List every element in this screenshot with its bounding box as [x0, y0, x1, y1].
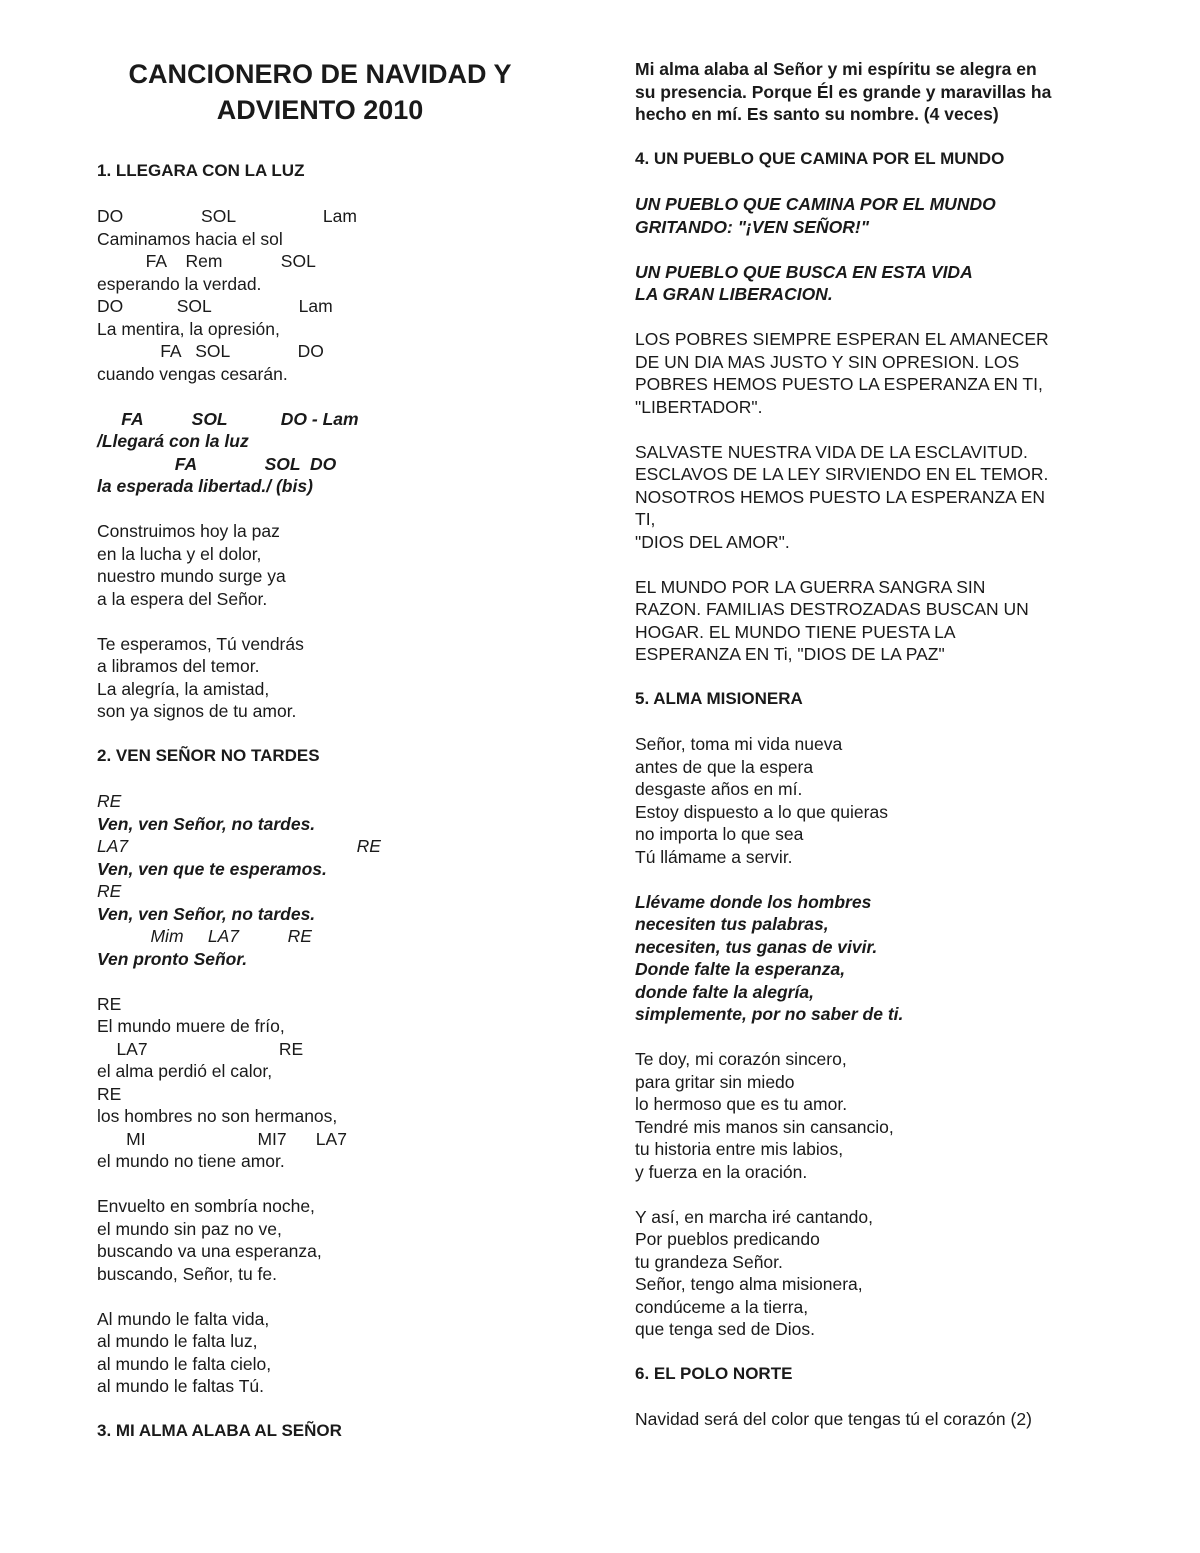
song1-verse2: [97, 520, 577, 610]
song2-verse3: [97, 1308, 577, 1398]
lyric-line: necesiten tus palabras,: [635, 914, 829, 934]
song-heading-2: 2. VEN SEÑOR NO TARDES: [97, 746, 320, 765]
document-title: [85, 56, 555, 128]
lyric-line: Llévame donde los hombres: [635, 891, 872, 912]
lyric-line: esperando la verdad.: [97, 273, 262, 294]
lyric-line: no importa lo que sea: [635, 824, 804, 844]
lyric-line: donde falte la alegría,: [635, 981, 814, 1002]
chord-line: MI MI7 LA7: [97, 1128, 347, 1149]
lyric-line: Señor, toma mi vida nueva: [635, 734, 843, 754]
song4-verse1: [635, 328, 1135, 418]
lyric-line: desgaste años en mí.: [635, 779, 803, 799]
lyric-line: Tú llámame a servir.: [635, 846, 793, 867]
song4-chorus1: [635, 193, 1135, 238]
song5-verse2: [635, 1048, 1135, 1183]
lyric-line: Al mundo le falta vida,: [97, 1308, 270, 1329]
lyric-line: Ven, ven Señor, no tardes.: [97, 813, 316, 834]
lyric-line: ESPERANZA EN Ti, "DIOS DE LA PAZ": [635, 644, 945, 664]
lyric-line: TI,: [635, 509, 656, 529]
lyric-line: "LIBERTADOR".: [635, 396, 763, 417]
lyric-line: EL MUNDO POR LA GUERRA SANGRA SIN: [635, 576, 986, 597]
lyric-line: a la espera del Señor.: [97, 588, 268, 609]
chord-line: FA SOL DO: [97, 453, 337, 474]
song-heading-3: 3. MI ALMA ALABA AL SEÑOR: [97, 1421, 342, 1440]
song4-chorus2: [635, 261, 1135, 306]
chord-line: RE: [97, 791, 122, 811]
lyric-line: El mundo muere de frío,: [97, 1016, 285, 1036]
lyric-line: su presencia. Porque Él es grande y maravillas ha: [635, 81, 1052, 102]
lyric-line: nuestro mundo surge ya: [97, 566, 286, 586]
song-heading-5: 5. ALMA MISIONERA: [635, 689, 803, 708]
lyric-line: simplemente, por no saber de ti.: [635, 1004, 904, 1024]
lyric-line: Ven pronto Señor.: [97, 948, 248, 969]
lyric-line: Ven, ven Señor, no tardes.: [97, 903, 316, 924]
lyric-line: a libramos del temor.: [97, 656, 260, 676]
chord-line: DO SOL Lam: [97, 296, 333, 316]
lyric-line: Señor, tengo alma misionera,: [635, 1274, 863, 1294]
chord-line: LA7 RE: [97, 1038, 304, 1059]
lyric-line: GRITANDO: "¡VEN SEÑOR!": [635, 216, 870, 237]
chord-line: Mim LA7 RE: [97, 926, 312, 946]
song2-verse2: [97, 1195, 577, 1285]
lyric-line: tu historia entre mis labios,: [635, 1139, 844, 1159]
song-heading-6: 6. EL POLO NORTE: [635, 1364, 793, 1383]
chord-line: LA7 RE: [97, 836, 381, 856]
lyric-line: al mundo le faltas Tú.: [97, 1376, 264, 1396]
chord-line: RE: [97, 881, 122, 901]
lyric-line: lo hermoso que es tu amor.: [635, 1094, 848, 1114]
lyric-line: el mundo no tiene amor.: [97, 1151, 285, 1171]
song1-chorus: [97, 408, 577, 498]
lyric-line: al mundo le falta luz,: [97, 1331, 258, 1351]
song1-verse3: [97, 633, 577, 723]
song4-verse2: [635, 441, 1135, 554]
lyric-line: RAZON. FAMILIAS DESTROZADAS BUSCAN UN: [635, 599, 1029, 619]
lyric-line: necesiten, tus ganas de vivir.: [635, 936, 878, 957]
chord-line: FA Rem SOL: [97, 251, 316, 271]
lyric-line: y fuerza en la oración.: [635, 1161, 808, 1182]
lyric-line: Mi alma alaba al Señor y mi espíritu se alegra en: [635, 59, 1037, 79]
chord-line: DO SOL Lam: [97, 206, 357, 226]
chord-line: FA SOL DO: [97, 341, 324, 361]
lyric-line: Y así, en marcha iré cantando,: [635, 1206, 874, 1227]
lyric-line: /Llegará con la luz: [97, 431, 249, 451]
lyric-line: LOS POBRES SIEMPRE ESPERAN EL AMANECER: [635, 329, 1049, 349]
lyric-line: Estoy dispuesto a lo que quieras: [635, 801, 888, 822]
song2-verse1: [97, 993, 577, 1173]
lyric-line: Donde falte la esperanza,: [635, 959, 846, 979]
lyric-line: Caminamos hacia el sol: [97, 228, 283, 249]
song5-chorus: [635, 891, 1135, 1026]
lyric-line: tu grandeza Señor.: [635, 1251, 783, 1272]
song4-verse3: [635, 576, 1135, 666]
title-line-1: CANCIONERO DE NAVIDAD Y: [128, 59, 512, 89]
lyric-line: el alma perdió el calor,: [97, 1061, 273, 1081]
lyric-line: los hombres no son hermanos,: [97, 1106, 338, 1126]
lyric-line: Por pueblos predicando: [635, 1229, 820, 1249]
lyric-line: ESCLAVOS DE LA LEY SIRVIENDO EN EL TEMOR.: [635, 464, 1049, 484]
lyric-line: condúceme a la tierra,: [635, 1296, 809, 1317]
chord-line: RE: [97, 1083, 122, 1104]
right-column: [635, 58, 1135, 1431]
lyric-line: al mundo le falta cielo,: [97, 1353, 272, 1374]
lyric-line: LA GRAN LIBERACION.: [635, 284, 833, 304]
song3-text: [635, 58, 1135, 126]
title-line-2: ADVIENTO 2010: [216, 95, 424, 125]
chord-line: FA SOL DO - Lam: [97, 408, 359, 429]
lyric-line: Construimos hoy la paz: [97, 521, 280, 541]
lyric-line: HOGAR. EL MUNDO TIENE PUESTA LA: [635, 621, 956, 642]
left-column: [97, 56, 577, 1443]
song5-verse3: [635, 1206, 1135, 1341]
lyric-line: el mundo sin paz no ve,: [97, 1218, 282, 1239]
lyric-line: Navidad será del color que tengas tú el corazón (2): [635, 1409, 1032, 1429]
lyric-line: que tenga sed de Dios.: [635, 1319, 815, 1339]
lyric-line: Ven, ven que te esperamos.: [97, 858, 327, 879]
lyric-line: NOSOTROS HEMOS PUESTO LA ESPERANZA EN: [635, 486, 1046, 507]
lyric-line: DE UN DIA MAS JUSTO Y SIN OPRESION. LOS: [635, 351, 1020, 372]
song1-verse1: [97, 205, 577, 385]
lyric-line: Te doy, mi corazón sincero,: [635, 1049, 847, 1069]
lyric-line: la esperada libertad./ (bis): [97, 476, 313, 496]
song2-chorus: [97, 790, 577, 970]
lyric-line: POBRES HEMOS PUESTO LA ESPERANZA EN TI,: [635, 374, 1043, 394]
lyric-line: Te esperamos, Tú vendrás: [97, 633, 304, 654]
lyric-line: hecho en mí. Es santo su nombre. (4 veces): [635, 104, 999, 124]
lyric-line: para gritar sin miedo: [635, 1071, 795, 1092]
lyric-line: buscando va una esperanza,: [97, 1241, 322, 1261]
song-heading-1: 1. LLEGARA CON LA LUZ: [97, 161, 305, 180]
lyric-line: Envuelto en sombría noche,: [97, 1196, 315, 1216]
lyric-line: buscando, Señor, tu fe.: [97, 1263, 277, 1284]
lyric-line: "DIOS DEL AMOR".: [635, 531, 790, 552]
song-heading-4: 4. UN PUEBLO QUE CAMINA POR EL MUNDO: [635, 149, 1005, 168]
lyric-line: cuando vengas cesarán.: [97, 363, 288, 384]
lyric-line: en la lucha y el dolor,: [97, 543, 262, 564]
lyric-line: UN PUEBLO QUE CAMINA POR EL MUNDO: [635, 194, 996, 214]
lyric-line: La mentira, la opresión,: [97, 318, 280, 339]
lyric-line: Tendré mis manos sin cansancio,: [635, 1116, 894, 1137]
lyric-line: UN PUEBLO QUE BUSCA EN ESTA VIDA: [635, 261, 973, 282]
chord-line: RE: [97, 993, 122, 1014]
lyric-line: SALVASTE NUESTRA VIDA DE LA ESCLAVITUD.: [635, 441, 1028, 462]
lyric-line: son ya signos de tu amor.: [97, 701, 297, 721]
lyric-line: antes de que la espera: [635, 756, 814, 777]
song5-verse1: [635, 733, 1135, 868]
lyric-line: La alegría, la amistad,: [97, 678, 270, 699]
